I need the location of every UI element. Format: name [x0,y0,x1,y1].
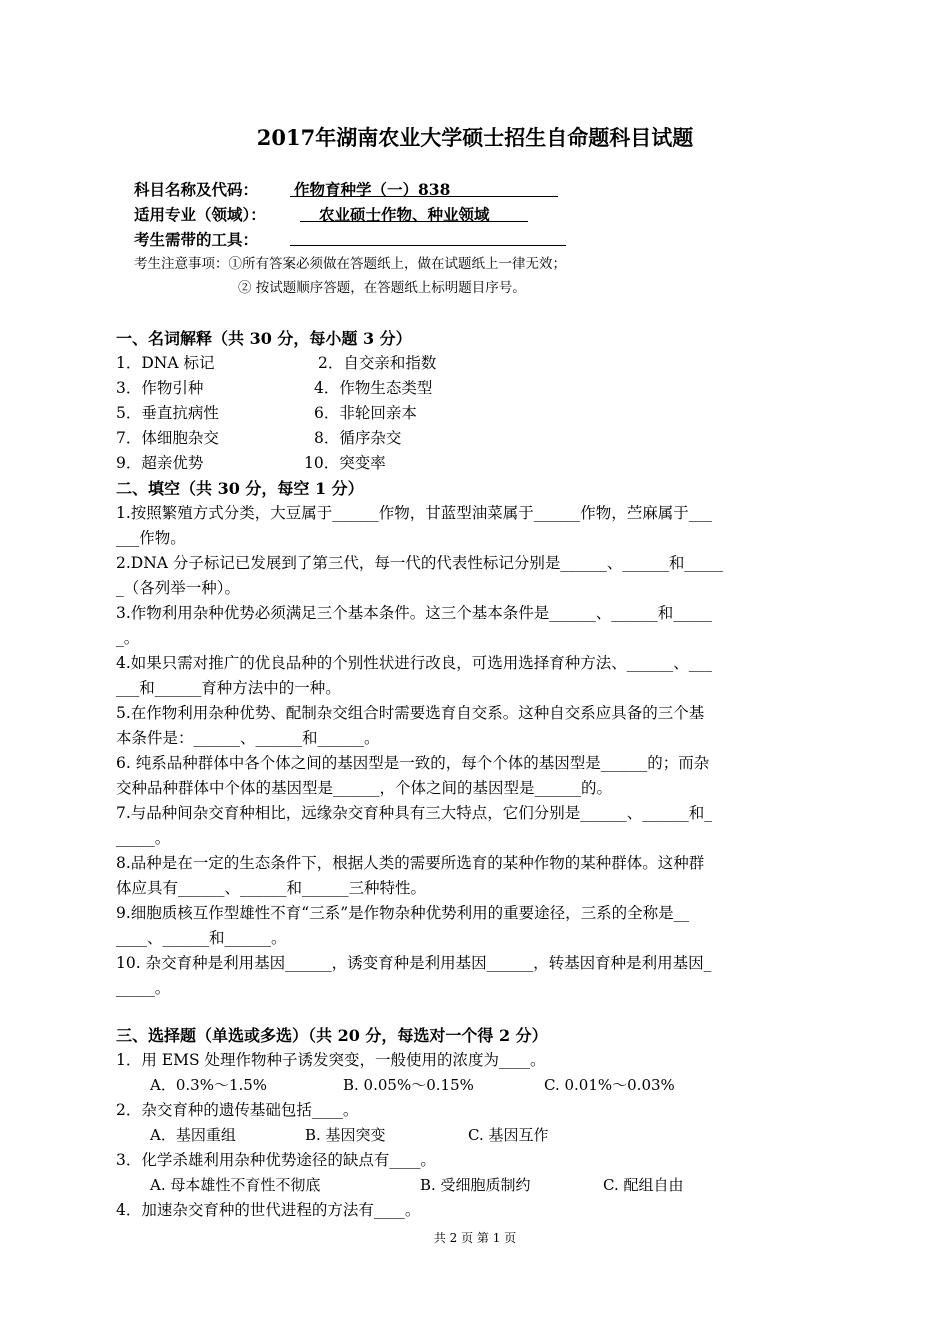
major-underline [300,221,528,222]
fill-line: 9.细胞质核互作型雄性不育“三系”是作物杂种优势利用的重要途径，三系的全称是__ [116,904,690,922]
notice-line-1: 考生注意事项：①所有答案必须做在答题纸上，做在试题纸上一律无效； [134,256,566,272]
section2-heading: 二、填空（共 30 分，每空 1 分） [116,479,364,498]
option-c: C. 基因互作 [468,1126,549,1144]
term-item: 9．超亲优势 [116,454,204,472]
fill-line: 体应具有______、______和______三种特性。 [116,879,427,897]
fill-line: 5.在作物利用杂种优势、配制杂交组合时需要选育自交系。这种自交系应具备的三个基 [116,704,705,722]
fill-line: 7.与品种间杂交育种相比，远缘杂交育种具有三大特点，它们分别是______、______和_ [116,804,713,822]
tools-underline [290,245,566,246]
fill-line: 本条件是：______、______和______。 [116,729,380,747]
option-c: C. 配组自由 [603,1176,684,1194]
fill-line: ___和______育种方法中的一种。 [116,679,341,697]
question-stem: 4．加速杂交育种的世代进程的方法有____。 [116,1201,421,1219]
term-item: 7．体细胞杂交 [116,429,219,447]
major-label: 适用专业（领域）： [134,205,266,224]
question-stem: 3．化学杀雄利用杂种优势途径的缺点有____。 [116,1151,436,1169]
term-item: 10．突变率 [304,454,386,472]
term-item: 2．自交亲和指数 [318,354,437,372]
fill-line: 2.DNA 分子标记已发展到了第三代，每一代的代表性标记分别是______、______和_____ [116,554,724,572]
fill-line: 6. 纯系品种群体中各个体之间的基因型是一致的，每个个体的基因型是______的；而杂 [116,754,710,772]
option-b: B. 受细胞质制约 [420,1176,531,1194]
subject-value: 作物育种学（一）838 [294,180,451,199]
fill-line: 1.按照繁殖方式分类，大豆属于______作物，甘蓝型油菜属于______作物，苎麻属于___ [116,504,713,522]
fill-line: _____。 [116,829,171,847]
page-title: 2017年湖南农业大学硕士招生自命题科目试题 [256,125,694,150]
page-footer: 共 2 页 第 1 页 [433,1231,517,1245]
term-item: 4．作物生态类型 [314,379,433,397]
fill-line: _（各列举一种）。 [116,579,241,597]
section1-heading: 一、名词解释（共 30 分，每小题 3 分） [116,329,412,348]
term-item: 1．DNA 标记 [116,354,215,372]
fill-line: _____。 [116,979,171,997]
tools-label: 考生需带的工具： [134,230,259,249]
option-b: B. 基因突变 [305,1126,386,1144]
fill-line: 10. 杂交育种是利用基因______，诱变育种是利用基因______，转基因育种是利用基因_ [116,954,712,972]
fill-line: 3.作物利用杂种优势必须满足三个基本条件。这三个基本条件是______、______和_____ [116,604,713,622]
notice-line-2: ② 按试题顺序答题，在答题纸上标明题目序号。 [238,280,526,296]
term-item: 5．垂直抗病性 [116,404,219,422]
term-item: 6．非轮回亲本 [314,404,417,422]
question-stem: 1．用 EMS 处理作物种子诱发突变，一般使用的浓度为____。 [116,1051,546,1069]
term-item: 8．循序杂交 [314,429,402,447]
major-row [134,203,490,225]
fill-line: _。 [116,629,140,647]
fill-line: 4.如果只需对推广的优良品种的个别性状进行改良，可选用选择育种方法、______、___ [116,654,713,672]
option-b: B. 0.05%～0.15% [343,1076,474,1094]
subject-underline [290,196,558,197]
section3-heading: 三、选择题（单选或多选）（共 20 分，每选对一个得 2 分） [116,1026,548,1045]
fill-line: 交种品种群体中个体的基因型是______，个体之间的基因型是______的。 [116,779,613,797]
major-value: 农业硕士作物、种业领域 [319,205,490,224]
fill-line: 8.品种是在一定的生态条件下，根据人类的需要所选育的某种作物的某种群体。这种群 [116,854,705,872]
subject-row [134,178,451,200]
subject-label: 科目名称及代码： [134,180,259,199]
option-a: A．基因重组 [150,1126,236,1144]
option-a: A．0.3%～1.5% [150,1076,268,1094]
question-stem: 2．杂交育种的遗传基础包括____。 [116,1101,359,1119]
option-a: A. 母本雄性不育性不彻底 [150,1176,321,1194]
tools-row [134,228,258,250]
fill-line: ___作物。 [116,529,186,547]
option-c: C. 0.01%～0.03% [544,1076,675,1094]
term-item: 3．作物引种 [116,379,204,397]
fill-line: ____、______和______。 [116,929,287,947]
